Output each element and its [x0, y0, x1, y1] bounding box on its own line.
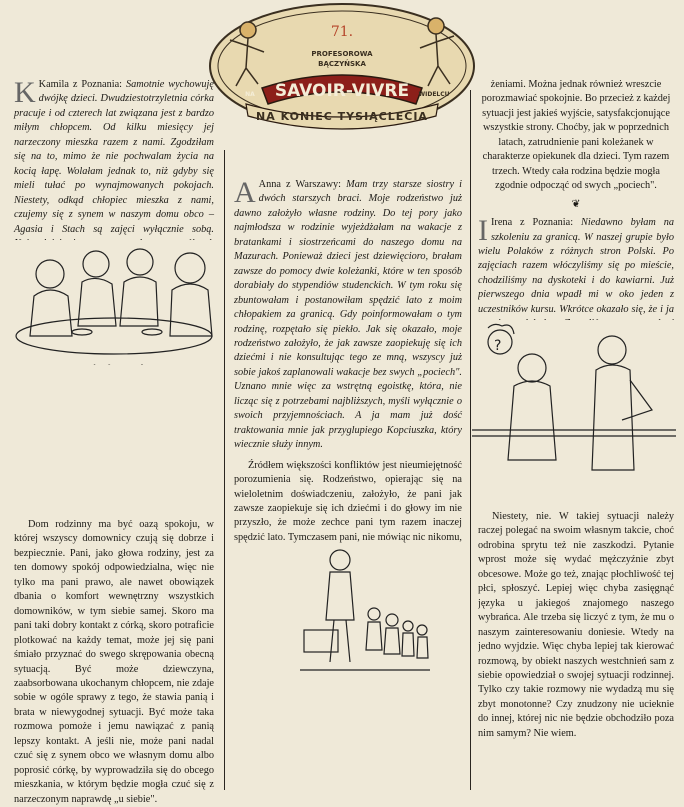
family-dinner-illustration	[12, 240, 216, 364]
reader-letter: Niedawno byłam na szkoleniu za granicą. W naszej grupie było wielu Polaków z różnych stron Polski. Po zajęciach razem włóczyliśmy się po mieście, chodziliśmy na dyskoteki i do kawiarni. Już pierwszego dnia wpadł mi w oko jeden z uczestników kursu. Wkrótce okazało się, że i ja	[478, 217, 674, 315]
advice-answer-2: Źródłem większości konfliktów jest nieumiejętność porozumienia się. Rodzeństwo, opierając się na wieloletnim doświadczeniu, założyło, że pani jak zawsze zaopiekuje się ich dziećmi i do głowy im nie przyszło, że może zechce pani tym razem inaczej spędzić lato. Tymczasem pani, nie mówiąc nic nikomu,	[234, 459, 462, 543]
column-rule-2	[470, 90, 471, 790]
drop-cap: K	[14, 76, 36, 109]
reader-signature: Irena z Poznania:	[491, 217, 574, 229]
reader-signature: Kamila z Poznania:	[38, 79, 123, 90]
reader-letter: Mam trzy starsze siostry i dwóch starszych braci. Moje rodzeństwo już dawno założyło własne rodziny. Do tej pory jako najmłodsza w rodzinie wyjeżdżałam na wakacje z bratankami i siostrzeńcami do naszego domu na Mazurach. Ponieważ dzieci jest dziewięcioro, brałam zawsze do pomocy dwie koleżanki, które w ten sposób dorabiały do stypendiów studenckich. W tym roku się zbuntowałam i postanowiłam spędzić lato z moim chłopakiem za granicą. Gdy poinformowałam o tym rodzinę, rozpętało się piekło. Jak się okazało, moje rodzeństwo założyło, że jak zawsze zaopiekuję się ich dziećmi i nie konsultując tego ze mną, wszyscy już sobie jakoś zaplanowali wakacje bez swych „pociech". Uznano mnie więc za wstrętną egoistkę, która, nie licząc się z potrzebami najbliższych, myśli wyłącznie o swoich przyjemnościach. A ja mam już dość traktowania mnie jak przyglupiego Kopciuszka, który wiecznie służy innym.	[234, 179, 463, 451]
column-rule-1	[224, 150, 225, 790]
header-emblem	[206, 0, 478, 130]
author-line1: PROFESOROWA	[311, 50, 373, 58]
advice-answer-2-continued: żeniami. Można jednak również wreszcie porozmawiać spokojnie. Bo przecież z każdej sytuacji jest jakieś wyjście, satysfakcjonujące wszystkie strony. Choćby, jak w poprzednich latach, zatrudnienie pani koleżanek w charakterze opiekunek dla dzieci. Tym razem trzech. Wtedy cała rodzina będzie mogła zgodnie odpocząć od swych „pociech".	[481, 79, 671, 192]
column-2-top	[234, 178, 462, 545]
author-line2: BĄCZYŃSKA	[318, 60, 366, 68]
banner-left: NA	[245, 91, 255, 98]
banner-right: WIDELCU	[418, 91, 450, 98]
drop-cap: I	[478, 216, 488, 248]
column-3-bottom	[478, 510, 674, 792]
reader-signature: Anna z Warszawy:	[258, 179, 342, 190]
woman-with-children-illustration	[300, 540, 430, 690]
section-divider-ornament: ❦	[571, 198, 581, 210]
advice-answer-1: Dom rodzinny ma być oazą spokoju, w której wszyscy domownicy czują się dobrze i bezpiecznie. Pani, jako głowa rodziny, jest za ten domowy spokój odpowiedzialna, więc nie tylko ma pani prawo, ale nawet obowiązek dbania o komfort wewnętrzny wszystkich domowników, w tym siebie samej. Skoro ma pani taki dobry kontakt z córką, skoro potraficie plotkować na każdy temat, może jej się pani śmiało przyznać do swego skrępowania obecną sytuacją. Być może dziewczyna, zaabsorbowana ukochanym chłopcem, nie zdaje sobie w ogóle sprawy z tego, że stawia panią i brata w niewygodnej sytuacji. Być może taka rozmowa pomoże i jemu nawiązać z panią lepszy kontakt. A jeśli nie, może pani nadal czuć się z synem obco we własnym domu albo poprosić córkę, by wyprowadziła się do obcego mieszkania, w którym będzie mogła czuć się z narzeczonym naprawdę „u siebie".	[14, 519, 214, 805]
column-1-bottom	[14, 368, 214, 807]
column-title: SAVOIR-VIVRE	[274, 81, 410, 101]
page-number: 71.	[330, 24, 354, 40]
column-3-top	[478, 78, 674, 320]
couple-conversation-illustration	[472, 320, 676, 508]
advice-answer-3: Niestety, nie. W takiej sytuacji należy raczej polegać na swoim własnym takcie, choć odrobina sprytu też nie zaszkodzi. Pytanie wprost może się wydać mężczyźnie zbyt obcesowe. Może go też, znając płochliwość tej płci, spłoszyć. Lepiej więc chyba zasięgnąć języka u jakiegoś znajomego naszego wybrańca. Ale trzeba się liczyć z tym, że mu o naszym zainteresowaniu doniesie. Wtedy na jedno wyjdzie. Więc chyba lepiej tak kierować rozmową, by obiekt naszych westchnień sam z siebie opowiedział o swojej sytuacji rodzinnej. Tylko czy takie rozmowy nie wydadzą mu się zbyt monotonne? Czy znudzony nie ucieknie do innej, której nic nie będzie obchodziło poza nim samym? Nie wiem.	[478, 511, 674, 739]
svg-text:?: ?	[494, 338, 502, 354]
reader-letter: Samotnie wychowuję dwójkę dzieci. Dwudziestotrzyletnia córka pracuje i od czterech lat związana jest z bardzo miłym chłopcem. Od kilku miesięcy jej narzeczony mieszka razem z nami. Zgodziłam się na to, mimo że nie pochwalam życia na kocią łapę. Wolałam jednak to, niż gdyby się mieli tułać po wynajmowanych pokojach. Niestety, odkąd chłopiec mieszka z nami, czujemy się z synem w naszym domu obco – Agasia i Stach są zajęci wyłącznie sobą.	[14, 79, 214, 235]
column-subtitle: NA KONIEC TYSIĄCLECIA	[256, 110, 428, 123]
drop-cap: A	[234, 176, 256, 209]
